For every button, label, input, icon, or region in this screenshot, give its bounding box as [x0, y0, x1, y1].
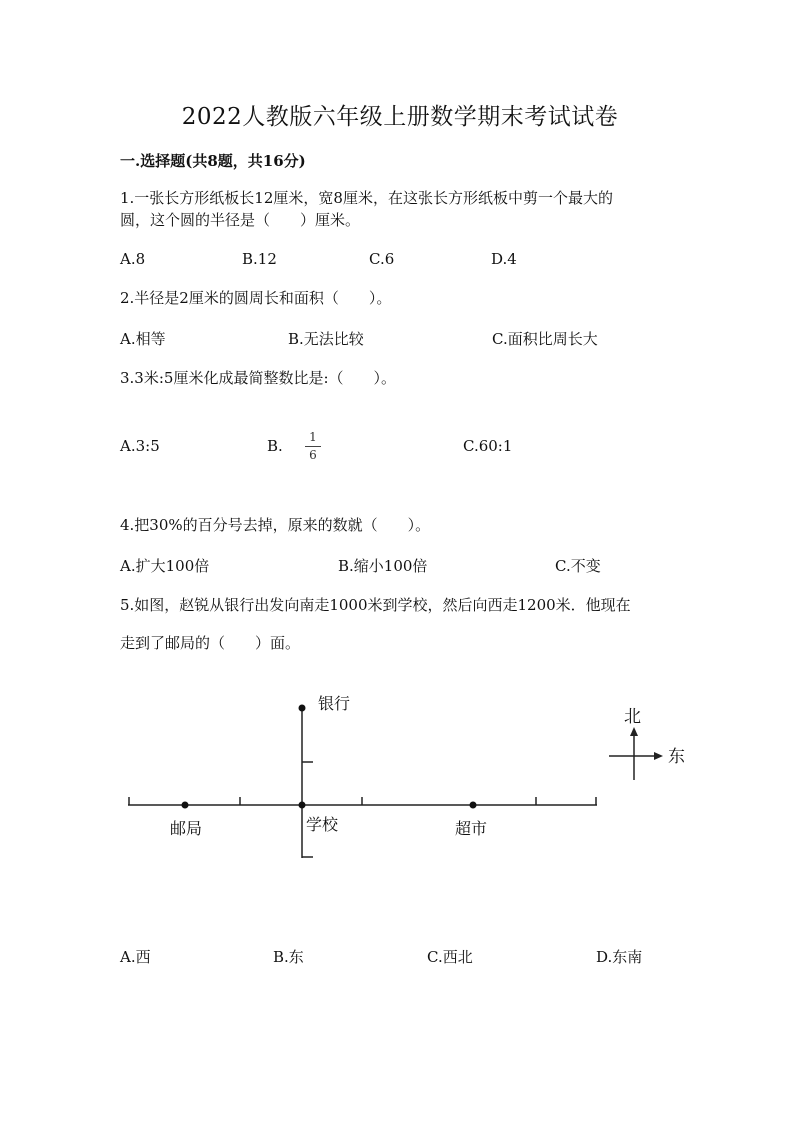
q3-option-a: A.3:5 — [120, 437, 160, 455]
question-3-text: 3.3米:5厘米化成最简整数比是:（ ）。 — [120, 369, 397, 387]
q1-option-c: C.6 — [369, 250, 395, 268]
north-label: 北 — [624, 707, 641, 727]
question-2-text: 2.半径是2厘米的圆周长和面积（ ）。 — [120, 289, 392, 307]
q3-option-c: C.60:1 — [463, 437, 513, 455]
q3-option-b-label: B. — [267, 437, 283, 455]
school-label: 学校 — [306, 815, 339, 834]
q4-option-b: B.缩小100倍 — [338, 557, 428, 575]
east-arrow-icon — [654, 752, 663, 760]
q1-option-b: B.12 — [242, 250, 277, 268]
question-1-line-2: 圆，这个圆的半径是（ ）厘米。 — [120, 211, 361, 229]
question-5-line-2: 走到了邮局的（ ）面。 — [120, 634, 301, 652]
supermarket-label: 超市 — [455, 819, 488, 838]
q1-option-a: A.8 — [120, 250, 146, 268]
question-5-line-1: 5.如图，赵锐从银行出发向南走1000米到学校，然后向西走1200米．他现在 — [120, 596, 631, 614]
post-office-point — [182, 802, 189, 809]
fraction-denominator: 6 — [309, 448, 317, 462]
q4-option-c: C.不变 — [555, 557, 601, 575]
axis-ticks — [129, 797, 596, 805]
q4-option-a: A.扩大100倍 — [120, 557, 210, 575]
bank-label: 银行 — [318, 694, 351, 713]
page-title: 2022人教版六年级上册数学期末考试试卷 — [181, 104, 619, 130]
q2-option-c: C.面积比周长大 — [492, 330, 598, 348]
school-point — [299, 802, 306, 809]
q5-option-d: D.东南 — [596, 948, 643, 966]
bank-point — [299, 705, 306, 712]
east-label: 东 — [668, 747, 685, 767]
section-heading: 一.选择题(共8题，共16分) — [120, 152, 306, 170]
fraction-numerator: 1 — [309, 430, 317, 444]
q5-option-c: C.西北 — [427, 948, 473, 966]
north-arrow-icon — [630, 727, 638, 736]
question-1-line-1: 1.一张长方形纸板长12厘米，宽8厘米，在这张长方形纸板中剪一个最大的 — [120, 189, 613, 207]
q1-option-d: D.4 — [491, 250, 517, 268]
question-4-text: 4.把30%的百分号去掉，原来的数就（ ）。 — [120, 516, 431, 534]
supermarket-point — [470, 802, 477, 809]
q2-option-b: B.无法比较 — [288, 330, 364, 348]
q2-option-a: A.相等 — [120, 330, 166, 348]
post-office-label: 邮局 — [170, 819, 203, 838]
compass-icon — [609, 727, 663, 780]
q5-option-a: A.西 — [120, 948, 151, 966]
q5-option-b: B.东 — [273, 948, 304, 966]
